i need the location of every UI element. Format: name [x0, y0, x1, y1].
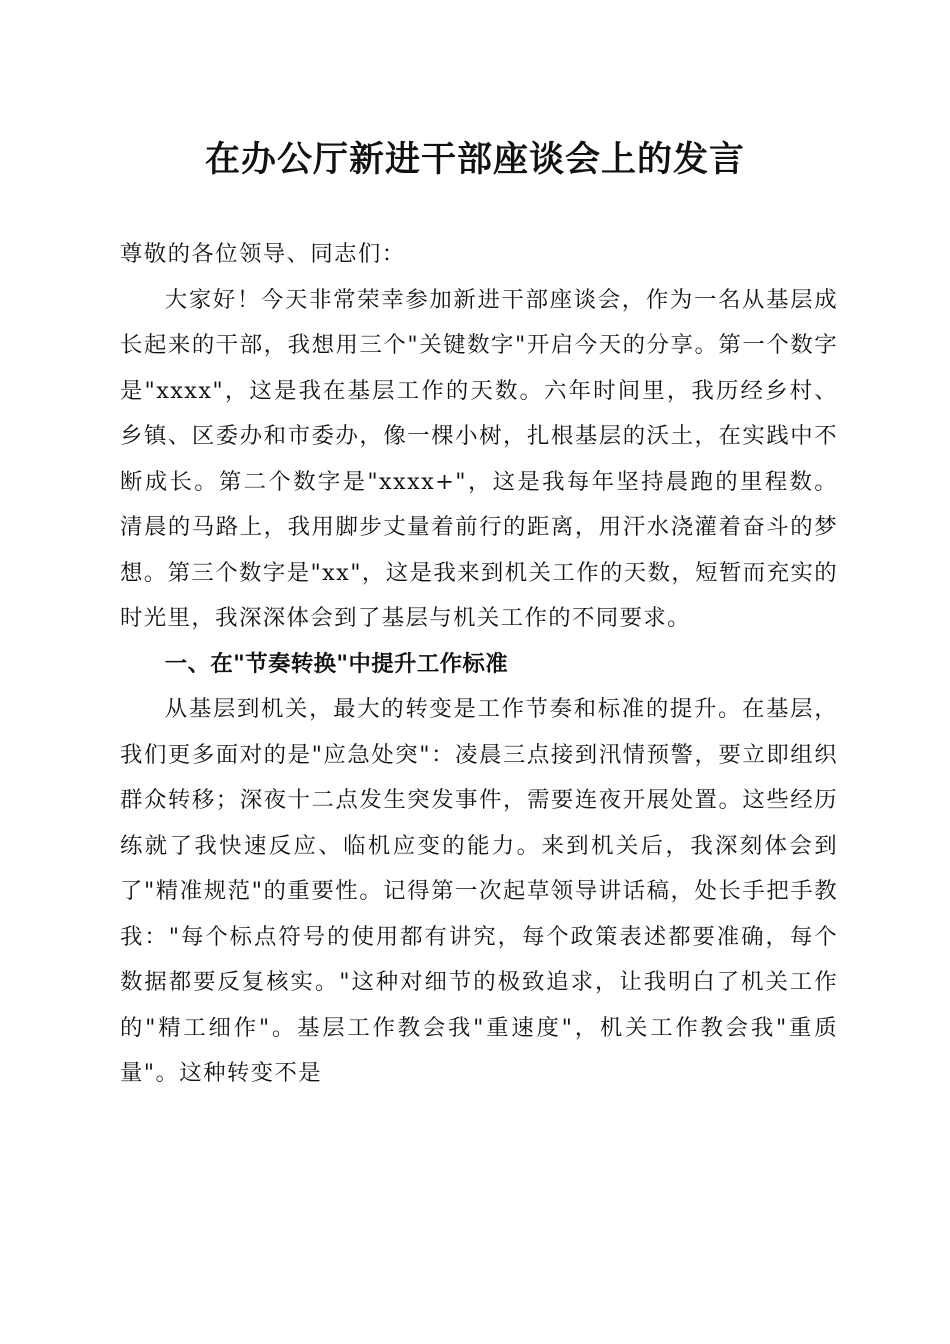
salutation: 尊敬的各位领导、同志们：	[120, 241, 406, 267]
section-paragraph: 从基层到机关，最大的转变是工作节奏和标准的提升。在基层，我们更多面对的是"应急处突"：凌晨三点接到汛情预警，要立即组织群众转移；深夜十二点发生突发事件，需要连夜开展处置。这些经历练就了我快速反应、临机应变的能力。来到机关后，我深刻体会到了"精准规范"的重要性。记得第一次起草领导讲话稿，处长手把手教我："每个标点符号的使用都有讲究，每个政策表述都要准确，每个数据都要反复核实。"这种对细节的极致追求，让我明白了机关工作的"精工细作"。基层工作教会我"重速度"，机关工作教会我"重质量"。这种转变不是	[120, 696, 838, 1086]
document-title: 在办公厅新进干部座谈会上的发言	[204, 139, 745, 180]
opening-paragraph: 大家好！今天非常荣幸参加新进干部座谈会，作为一名从基层成长起来的干部，我想用三个"关键数字"开启今天的分享。第一个数字是"xxxx"，这是我在基层工作的天数。六年时间里，我历经乡村、乡镇、区委办和市委办，像一棵小树，扎根基层的沃土，在实践中不断成长。第二个数字是"xxxx+"，这是我每年坚持晨跑的里程数。清晨的马路上，我用脚步丈量着前行的距离，用汗水浇灌着奋斗的梦想。第三个数字是"xx"，这是我来到机关工作的天数，短暂而充实的时光里，我深深体会到了基层与机关工作的不同要求。	[120, 286, 838, 631]
document-body	[120, 232, 838, 1097]
section-heading: 一、在"节奏转换"中提升工作标准	[164, 650, 508, 677]
